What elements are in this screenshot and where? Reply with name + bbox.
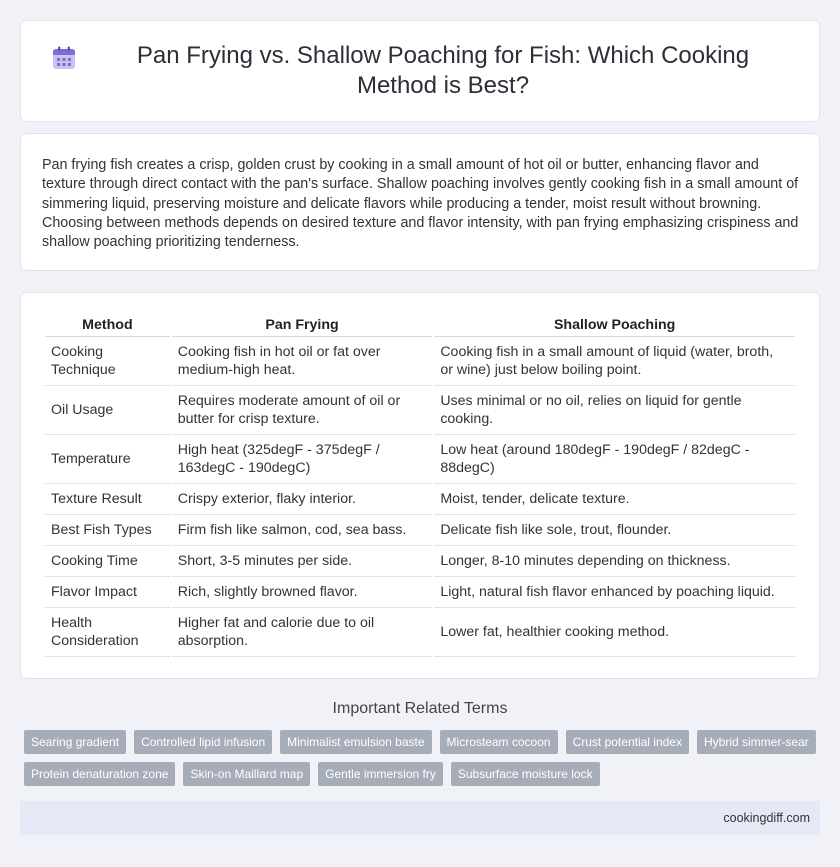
row-label: Flavor Impact	[45, 577, 170, 608]
shallow-poaching-cell: Longer, 8-10 minutes depending on thickness.	[434, 546, 795, 577]
comparison-table-card	[20, 292, 820, 679]
related-terms-section	[0, 700, 840, 786]
shallow-poaching-cell: Lower fat, healthier cooking method.	[434, 608, 795, 657]
footer	[20, 801, 820, 835]
table-row	[45, 608, 795, 657]
table-header-row	[45, 313, 795, 337]
header-shallow-poaching: Shallow Poaching	[434, 313, 795, 337]
term-tag[interactable]: Hybrid simmer-sear	[697, 730, 816, 754]
intro-card	[20, 133, 820, 271]
shallow-poaching-cell: Moist, tender, delicate texture.	[434, 484, 795, 515]
row-label: Cooking Technique	[45, 337, 170, 386]
term-tag[interactable]: Searing gradient	[24, 730, 126, 754]
intro-paragraph: Pan frying fish creates a crisp, golden crust by cooking in a small amount of hot oil or butter, enhancing flavor and texture through direct contact with the pan's surface. Shallow poaching involves gently cooking fish in a small amount of simmering liquid, preserving moisture and delicate flavors while producing a tender, moist result without browning. Choosing between methods depends on desired texture and flavor intensity, with pan frying emphasizing crispiness and shallow poaching prioritizing tenderness.	[42, 157, 799, 251]
term-tag[interactable]: Controlled lipid infusion	[134, 730, 272, 754]
table-row	[45, 515, 795, 546]
shallow-poaching-cell: Cooking fish in a small amount of liquid (water, broth, or wine) just below boiling point.	[434, 337, 795, 386]
term-tag[interactable]: Crust potential index	[566, 730, 689, 754]
table-row	[45, 546, 795, 577]
related-terms-tags	[0, 730, 840, 786]
table-row	[45, 484, 795, 515]
page-title: Pan Frying vs. Shallow Poaching for Fish: Which Cooking Method is Best?	[136, 42, 750, 99]
header-pan-frying: Pan Frying	[172, 313, 433, 337]
pan-frying-cell: Short, 3-5 minutes per side.	[172, 546, 433, 577]
pan-frying-cell: Requires moderate amount of oil or butter for crisp texture.	[172, 386, 433, 435]
row-label: Cooking Time	[45, 546, 170, 577]
term-tag[interactable]: Skin-on Maillard map	[183, 762, 310, 786]
footer-site-link[interactable]: cookingdiff.com	[723, 811, 810, 825]
term-tag[interactable]: Protein denaturation zone	[24, 762, 175, 786]
header-method: Method	[45, 313, 170, 337]
term-tag[interactable]: Microsteam cocoon	[440, 730, 558, 754]
row-label: Best Fish Types	[45, 515, 170, 546]
calendar-icon	[51, 45, 77, 71]
related-terms-heading: Important Related Terms	[332, 700, 508, 717]
pan-frying-cell: Crispy exterior, flaky interior.	[172, 484, 433, 515]
shallow-poaching-cell: Delicate fish like sole, trout, flounder.	[434, 515, 795, 546]
table-row	[45, 337, 795, 386]
term-tag[interactable]: Subsurface moisture lock	[451, 762, 600, 786]
table-row	[45, 435, 795, 484]
title-wrap	[51, 41, 789, 101]
term-tag[interactable]: Gentle immersion fry	[318, 762, 443, 786]
comparison-table	[43, 313, 797, 657]
table-row	[45, 577, 795, 608]
pan-frying-cell: Cooking fish in hot oil or fat over medium-high heat.	[172, 337, 433, 386]
shallow-poaching-cell: Low heat (around 180degF - 190degF / 82degC - 88degC)	[434, 435, 795, 484]
pan-frying-cell: Rich, slightly browned flavor.	[172, 577, 433, 608]
row-label: Texture Result	[45, 484, 170, 515]
pan-frying-cell: Higher fat and calorie due to oil absorption.	[172, 608, 433, 657]
term-tag[interactable]: Minimalist emulsion baste	[280, 730, 431, 754]
row-label: Health Consideration	[45, 608, 170, 657]
shallow-poaching-cell: Light, natural fish flavor enhanced by poaching liquid.	[434, 577, 795, 608]
pan-frying-cell: High heat (325degF - 375degF / 163degC - 190degC)	[172, 435, 433, 484]
pan-frying-cell: Firm fish like salmon, cod, sea bass.	[172, 515, 433, 546]
header-card	[20, 20, 820, 122]
row-label: Oil Usage	[45, 386, 170, 435]
shallow-poaching-cell: Uses minimal or no oil, relies on liquid for gentle cooking.	[434, 386, 795, 435]
table-row	[45, 386, 795, 435]
row-label: Temperature	[45, 435, 170, 484]
